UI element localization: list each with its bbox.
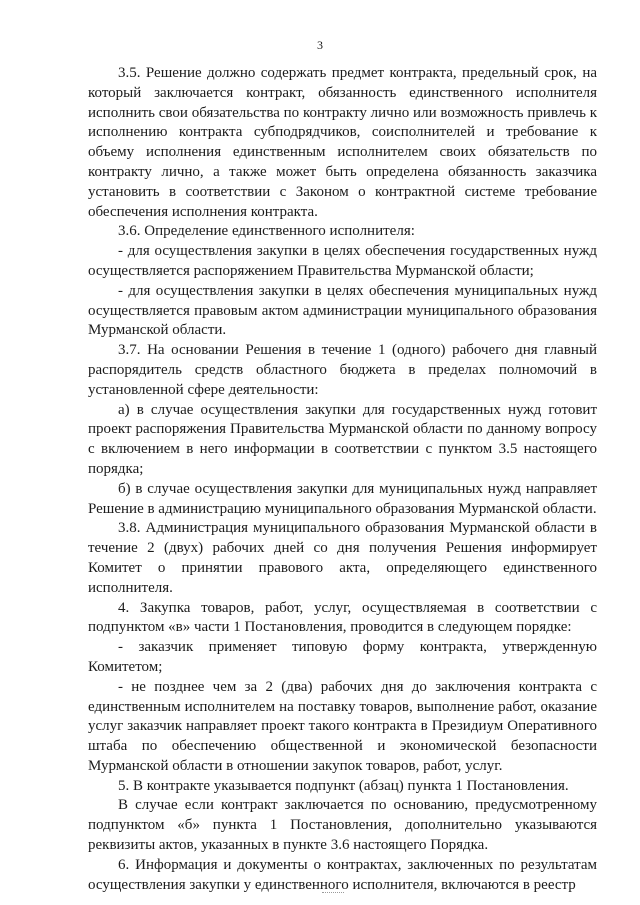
- paragraph-4-item-1: - заказчик применяет типовую форму контракта, утвержденную Комитетом;: [88, 639, 597, 675]
- scan-artifact: [322, 888, 344, 893]
- paragraph-3-7: 3.7. На основании Решения в течение 1 (одного) рабочего дня главный распорядитель средств областного бюджета в пределах полномочий в установленной сфере деятельности:: [88, 342, 597, 398]
- paragraph-6: 6. Информация и документы о контрактах, заключенных по результатам осуществления закупки у единственного исполнителя, включаются в реестр: [88, 856, 597, 893]
- paragraph-3-6-municipal: - для осуществления закупки в целях обеспечения муниципальных нужд осуществляется правовым актом администрации муниципального образования Мурманской области.: [88, 282, 597, 339]
- document-body: [88, 64, 597, 895]
- paragraph-3-7-a: а) в случае осуществления закупки для государственных нужд готовит проект распоряжения Правительства Мурманской области по данному вопросу с включением в него информации в соответствии с пунктом 3.5 настоящего порядка;: [88, 401, 597, 477]
- paragraph-4-item-2: - не позднее чем за 2 (два) рабочих дня до заключения контракта с единственным исполнителем на поставку товаров, выполнение работ, оказание услуг заказчик направляет проект такого контракта в Президиум Оперативного штаба по обеспечению общественной и экономической безопасности Мурманской области в отношении закупок товаров, работ, услуг.: [88, 678, 597, 774]
- paragraph-3-6-state: - для осуществления закупки в целях обеспечения государственных нужд осуществляется распоряжением Правительства Мурманской области;: [88, 243, 597, 279]
- paragraph-5: 5. В контракте указывается подпункт (абзац) пункта 1 Постановления.: [118, 777, 569, 794]
- paragraph-3-6: 3.6. Определение единственного исполнителя:: [118, 223, 415, 240]
- page-number: 3: [317, 38, 323, 52]
- paragraph-5-note: В случае если контракт заключается по основанию, предусмотренному подпунктом «б» пункта 1 Постановления, дополнительно указываются реквизиты актов, указанных в пункте 3.6 настоящего Порядка.: [88, 797, 597, 854]
- paragraph-3-8: 3.8. Администрация муниципального образования Мурманской области в течение 2 (двух) рабочих дней со дня получения Решения информирует Комитет о принятии правового акта, определяющего единственного исполнителя.: [88, 520, 597, 596]
- paragraph-3-5: 3.5. Решение должно содержать предмет контракта, предельный срок, на который заключается контракт, обязанность единственного исполнителя исполнить свои обязательства по контракту лично или возможность привлечь к исполнению контракта субподрядчиков, соисполнителей и требование к объему исполнения единственным исполнителем своих обязательств по контракту лично, а также может быть определена обязанность заказчика установить в соответствии с Законом о контрактной системе требование обеспечения исполнения контракта.: [88, 65, 597, 220]
- paragraph-4: 4. Закупка товаров, работ, услуг, осуществляемая в соответствии с подпунктом «в» части 1 Постановления, проводится в следующем порядке:: [88, 599, 597, 636]
- paragraph-3-7-b: б) в случае осуществления закупки для муниципальных нужд направляет Решение в администрацию муниципального образования Мурманской области.: [88, 480, 597, 517]
